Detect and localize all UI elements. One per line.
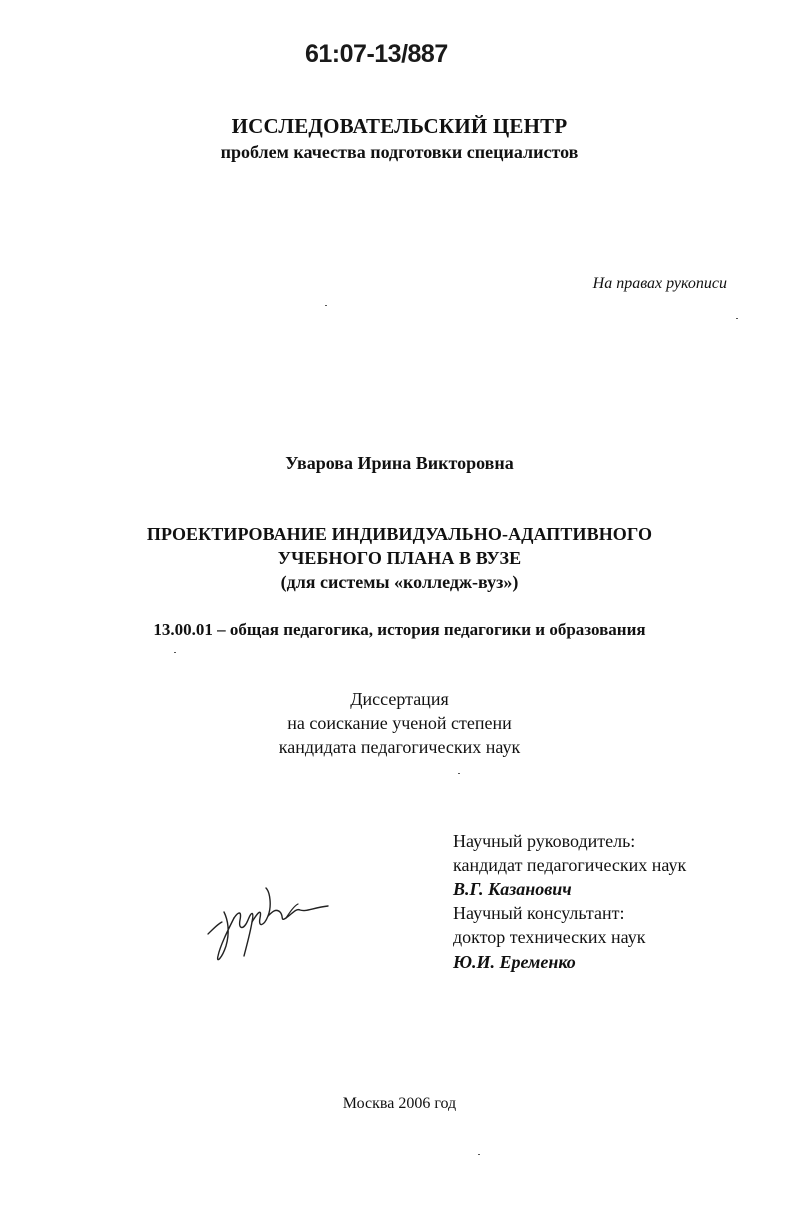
catalog-number: 61:07-13/887 [305,40,448,68]
degree-line-1: Диссертация [350,689,449,709]
scan-speck [325,305,327,306]
scan-speck [174,652,176,653]
rights-note: На правах рукописи [592,275,727,292]
supervisor-label: Научный руководитель: [453,831,636,851]
organization-title: ИССЛЕДОВАТЕЛЬСКИЙ ЦЕНТР [231,114,568,138]
degree-line-3: кандидата педагогических наук [278,737,521,757]
scan-speck [458,773,460,774]
scan-speck [736,318,738,319]
author-name: Уварова Ирина Викторовна [285,453,514,473]
supervisor-name: В.Г. Казанович [453,879,572,899]
thesis-title-line-2: УЧЕБНОГО ПЛАНА В ВУЗЕ [277,548,522,568]
thesis-title-line-1: ПРОЕКТИРОВАНИЕ ИНДИВИДУАЛЬНО-АДАПТИВНОГО [146,524,653,544]
handwritten-signature [200,872,340,972]
consultant-degree: доктор технических наук [453,927,646,947]
organization-subtitle: проблем качества подготовки специалистов [220,142,579,162]
consultant-name: Ю.И. Еременко [453,952,576,972]
supervisor-degree: кандидат педагогических наук [453,855,687,875]
city-year: Москва 2006 год [342,1095,457,1112]
degree-line-2: на соискание ученой степени [287,713,512,733]
specialty-code: 13.00.01 – общая педагогика, история педагогики и образования [153,620,646,639]
thesis-title-subtitle: (для системы «колледж-вуз») [280,572,519,592]
scan-speck [478,1154,480,1155]
consultant-label: Научный консультант: [453,903,625,923]
